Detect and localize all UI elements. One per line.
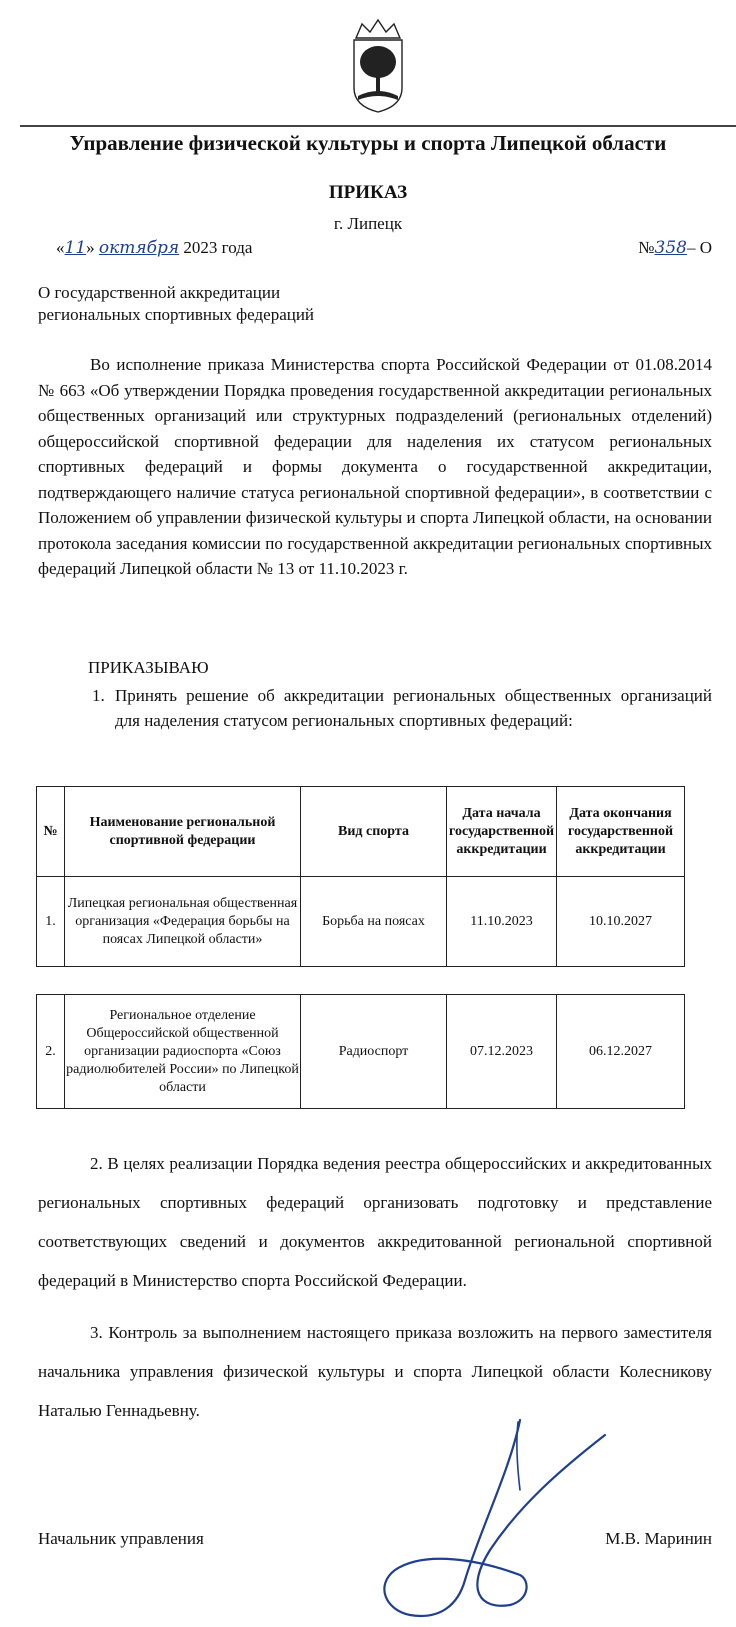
handwritten-signature bbox=[370, 1410, 630, 1627]
order-item-1: 1. Принять решение об аккредитации региональных общественных организаций для наделения статусом региональных спортивных федераций: bbox=[92, 686, 712, 730]
table-header-cell: № bbox=[37, 787, 65, 877]
signatory-position: Начальник управления bbox=[38, 1529, 204, 1548]
table-row bbox=[37, 877, 685, 967]
table-cell: Борьба на поясах bbox=[301, 877, 447, 967]
federations-table bbox=[36, 786, 685, 967]
table-cell: 1. bbox=[37, 877, 65, 967]
table-header-cell: Вид спорта bbox=[301, 787, 447, 877]
city: г. Липецк bbox=[333, 214, 403, 233]
table-cell: 11.10.2023 bbox=[447, 877, 557, 967]
federations-table-continued bbox=[36, 994, 685, 1109]
order-item-3: 3. Контроль за выполнением настоящего приказа возложить на первого заместителя начальника управления физической культуры и спорта Липецкой области Колесникову Наталью Геннадьевну. bbox=[38, 1323, 712, 1420]
table-cell: 06.12.2027 bbox=[557, 995, 685, 1109]
table-cell: Липецкая региональная общественная организация «Федерация борьбы на поясах Липецкой области» bbox=[65, 877, 301, 967]
table-header-row bbox=[37, 787, 685, 877]
handwritten-number: 358 bbox=[654, 238, 687, 258]
document-date: «11» октября 2023 года bbox=[56, 238, 253, 258]
header-rule bbox=[20, 125, 736, 127]
preamble-paragraph: Во исполнение приказа Министерства спорта Российской Федерации от 01.08.2014 № 663 «Об утверждении Порядка проведения государственной аккредитации региональных общественных организаций или структурных подразделений (региональных отделений) общероссийской спортивной федерации для наделения их статусом региональных спортивных федераций и формы документа о государственной аккредитации, подтверждающего наличие статуса региональной спортивной федерации», в соответствии с Положением об управлении физической культуры и спорта Липецкой области, на основании протокола заседания комиссии по государственной аккредитации региональных спортивных федераций Липецкой области № 13 от 11.10.2023 г. bbox=[38, 355, 712, 578]
handwritten-month: октября bbox=[98, 238, 180, 258]
order-item-2: 2. В целях реализации Порядка ведения реестра общероссийских и аккредитованных региональных спортивных федераций организовать подготовку и представление соответствующих сведений и документов аккредитованной региональной спортивной федераций в Министерство спорта Российской Федерации. bbox=[38, 1154, 712, 1290]
table-cell: Радиоспорт bbox=[301, 995, 447, 1109]
table-header-cell: Дата начала государственной аккредитации bbox=[447, 787, 557, 877]
organization-title: Управление физической культуры и спорта Липецкой области bbox=[69, 131, 667, 155]
signatory-name: М.В. Маринин bbox=[605, 1529, 712, 1548]
table-cell: 10.10.2027 bbox=[557, 877, 685, 967]
document-subject: О государственной аккредитации региональных спортивных федераций bbox=[38, 283, 315, 324]
table-header-cell: Дата окончания государственной аккредитации bbox=[557, 787, 685, 877]
table-cell: 2. bbox=[37, 995, 65, 1109]
document-number: №358– О bbox=[638, 238, 712, 258]
order-word: ПРИКАЗЫВАЮ bbox=[88, 658, 209, 677]
table-cell: 07.12.2023 bbox=[447, 995, 557, 1109]
handwritten-day: 11 bbox=[64, 238, 87, 258]
table-header-cell: Наименование региональной спортивной федерации bbox=[65, 787, 301, 877]
coat-of-arms-emblem bbox=[342, 16, 414, 114]
table-row bbox=[37, 995, 685, 1109]
table-cell: Региональное отделение Общероссийской общественной организации радиоспорта «Союз радиолюбителей России» по Липецкой области bbox=[65, 995, 301, 1109]
document-type: ПРИКАЗ bbox=[328, 182, 408, 203]
